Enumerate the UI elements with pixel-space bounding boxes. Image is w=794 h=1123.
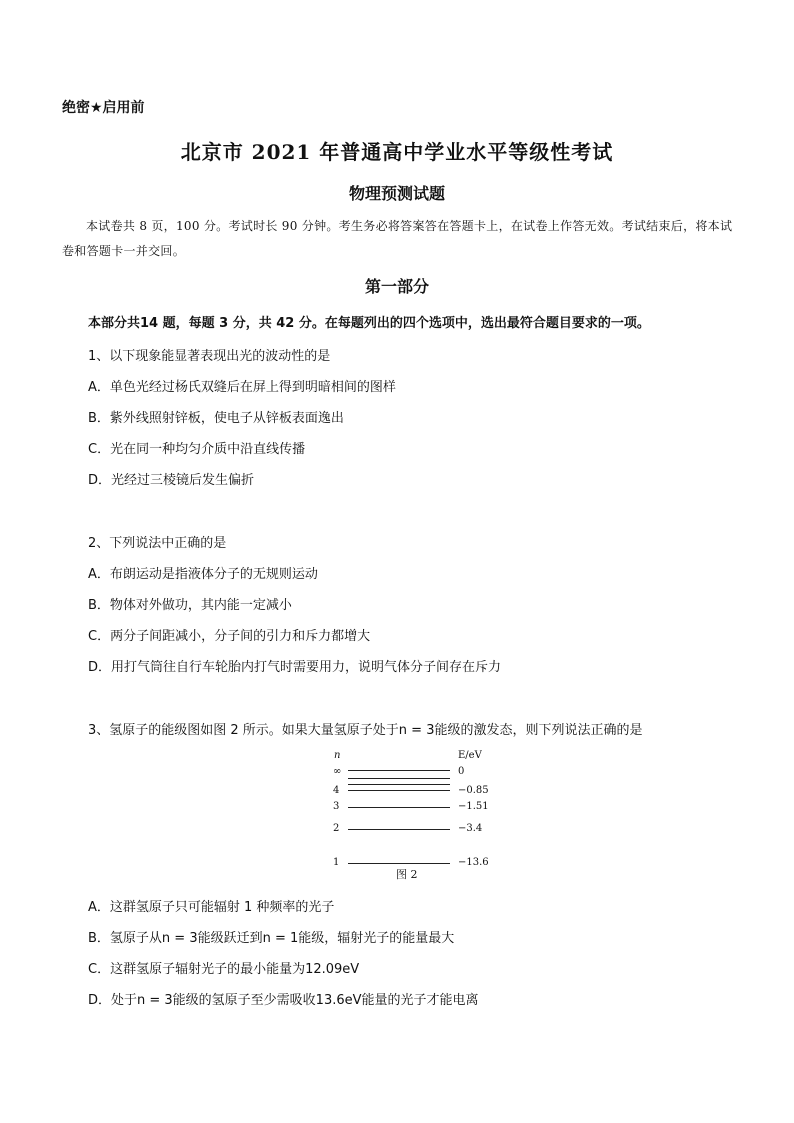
- part-title: 第一部分: [364, 277, 429, 296]
- level-n-label: 4: [333, 785, 340, 796]
- question-2-option-c: C．两分子间距减小，分子间的引力和斥力都增大: [88, 629, 371, 644]
- question-1-stem: 1、以下现象能显著表现出光的波动性的是: [88, 349, 331, 364]
- question-1-option-b: B．紫外线照射锌板，使电子从锌板表面逸出: [88, 411, 344, 426]
- level-n-label: ∞: [333, 766, 342, 777]
- energy-level-line: [348, 863, 450, 864]
- energy-level-line: [348, 770, 450, 771]
- question-1-option-d: D．光经过三棱镜后发生偏折: [88, 473, 255, 488]
- figure-energy-header: E/eV: [458, 750, 482, 761]
- question-3-option-b: B．氢原子从n = 3能级跃迁到n = 1能级，辐射光子的能量最大: [88, 931, 455, 946]
- level-n-label: 2: [333, 823, 340, 834]
- figure-caption: 图 2: [396, 868, 418, 881]
- level-energy-label: −13.6: [458, 857, 489, 868]
- question-1-option-c: C．光在同一种均匀介质中沿直线传播: [88, 442, 306, 457]
- level-energy-label: −0.85: [458, 785, 489, 796]
- question-3-stem: 3、氢原子的能级图如图 2 所示。如果大量氢原子处于n = 3能级的激发态，则下列说法正确的是: [88, 723, 643, 738]
- energy-level-line: [348, 829, 450, 830]
- energy-level-line: [348, 778, 450, 779]
- energy-level-diagram: [330, 748, 500, 882]
- level-n-label: 3: [333, 801, 340, 812]
- level-energy-label: 0: [458, 766, 465, 777]
- level-energy-label: −1.51: [458, 801, 489, 812]
- energy-level-line: [348, 784, 450, 785]
- exam-title: 北京市 2021 年普通高中学业水平等级性考试: [180, 140, 614, 164]
- confidential-mark: 绝密★启用前: [62, 100, 145, 116]
- energy-level-line: [348, 790, 450, 791]
- part-instruction: 本部分共14 题，每题 3 分，共 42 分。在每题列出的四个选项中，选出最符合题目要求的一项。: [88, 316, 650, 331]
- energy-level-line: [348, 807, 450, 808]
- question-3-option-a: A．这群氢原子只可能辐射 1 种频率的光子: [88, 900, 335, 915]
- question-2-option-a: A．布朗运动是指液体分子的无规则运动: [88, 567, 318, 582]
- figure-n-header: n: [334, 750, 341, 761]
- level-n-label: 1: [333, 857, 340, 868]
- question-2-option-d: D．用打气筒往自行车轮胎内打气时需要用力，说明气体分子间存在斥力: [88, 660, 502, 675]
- exam-subtitle: 物理预测试题: [348, 184, 445, 203]
- question-3-option-c: C．这群氢原子辐射光子的最小能量为12.09eV: [88, 962, 360, 977]
- question-2-option-b: B．物体对外做功，其内能一定减小: [88, 598, 292, 613]
- question-1-option-a: A．单色光经过杨氏双缝后在屏上得到明暗相间的图样: [88, 380, 396, 395]
- question-3-option-d: D．处于n = 3能级的氢原子至少需吸收13.6eV能量的光子才能电离: [88, 993, 479, 1008]
- level-energy-label: −3.4: [458, 823, 483, 834]
- exam-notice: 本试卷共 8 页，100 分。考试时长 90 分钟。考生务必将答案答在答题卡上，在试卷上作答无效。考试结束后，将本试卷和答题卡一并交回。: [62, 219, 733, 258]
- question-2-stem: 2、下列说法中正确的是: [88, 536, 227, 551]
